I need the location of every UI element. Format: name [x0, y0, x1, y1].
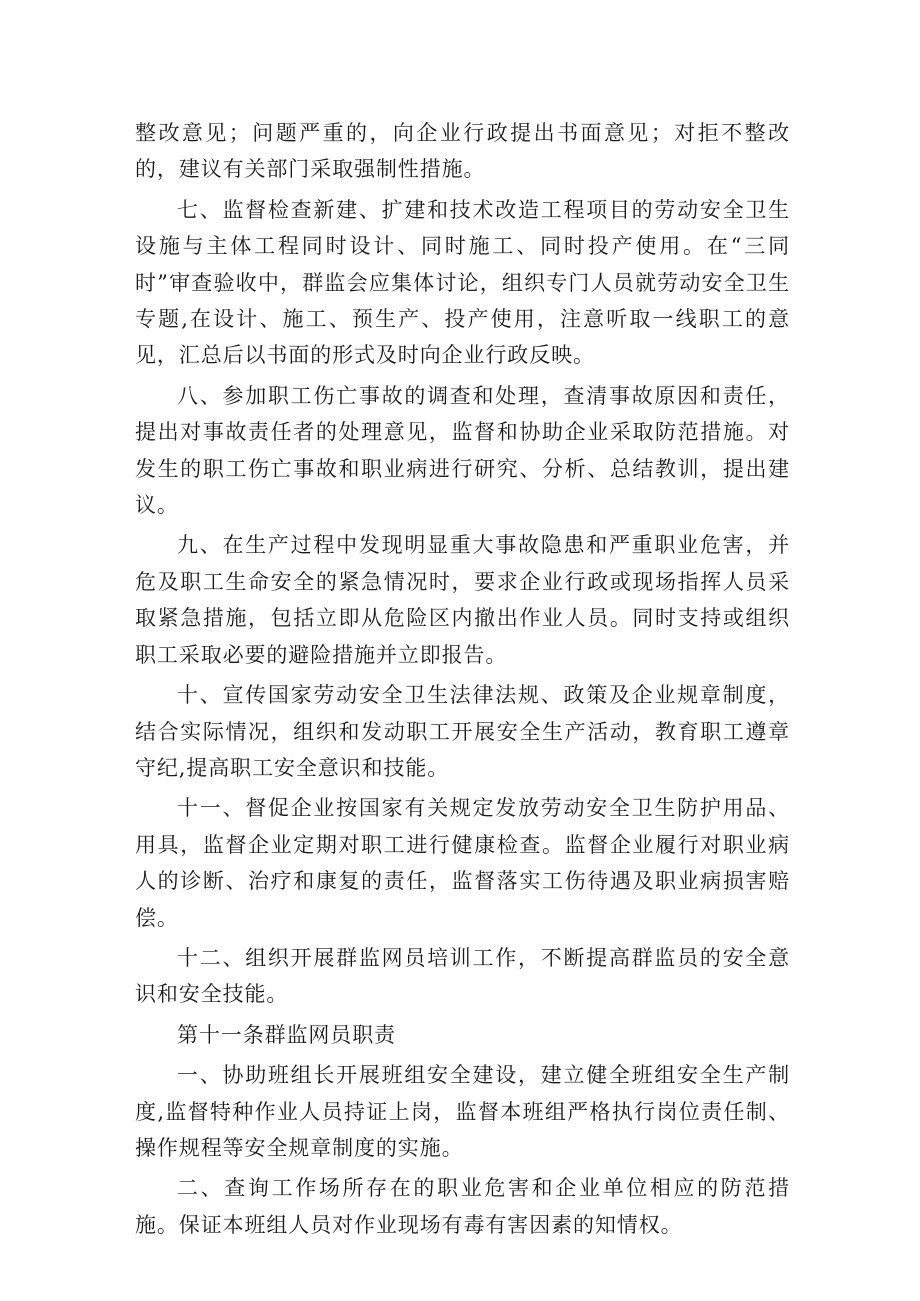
paragraph-duty-2: 二、查询工作场所存在的职业危害和企业单位相应的防范措施。保证本班组人员对作业现场有毒有害因素的知情权。 [135, 1176, 790, 1237]
paragraph-item-9: 九、在生产过程中发现明显重大事故隐患和严重职业危害，并危及职工生命安全的紧急情况时，要求企业行政或现场指挥人员采取紧急措施，包括立即从危险区内撤出作业人员。同时支持或组织职工采取必要的避险措施并立即报告。 [135, 533, 790, 667]
paragraph-item-10: 十、宣传国家劳动安全卫生法律法规、政策及企业规章制度，结合实际情况，组织和发动职工开展安全生产活动，教育职工遵章守纪,提高职工安全意识和技能。 [135, 683, 790, 780]
paragraph-item-11: 十一、督促企业按国家有关规定发放劳动安全卫生防护用品、用具，监督企业定期对职工进行健康检查。监督企业履行对职业病人的诊断、治疗和康复的责任，监督落实工伤待遇及职业病损害赔偿。 [135, 796, 790, 930]
paragraph-duty-1: 一、协助班组长开展班组安全建设，建立健全班组安全生产制度,监督特种作业人员持证上岗，监督本班组严格执行岗位责任制、操作规程等安全规章制度的实施。 [135, 1063, 790, 1160]
paragraph-item-12: 十二、组织开展群监网员培训工作，不断提高群监员的安全意识和安全技能。 [135, 945, 790, 1007]
document-body [135, 115, 790, 1243]
paragraph-item-7: 七、监督检查新建、扩建和技术改造工程项目的劳动安全卫生设施与主体工程同时设计、同时施工、同时投产使用。在“三同时”审查验收中，群监会应集体讨论，组织专门人员就劳动安全卫生专题,在设计、施工、预生产、投产使用，注意听取一线职工的意见，汇总后以书面的形式及时向企业行政反映。 [135, 197, 790, 368]
section-heading-article-11: 第十一条群监网员职责 [177, 1022, 396, 1047]
paragraph-item-8: 八、参加职工伤亡事故的调查和处理，查清事故原因和责任，提出对事故责任者的处理意见，监督和协助企业采取防范措施。对发生的职工伤亡事故和职业病进行研究、分析、总结教训，提出建议。 [135, 383, 790, 518]
paragraph-continuation: 整改意见；问题严重的，向企业行政提出书面意见；对拒不整改的，建议有关部门采取强制性措施。 [135, 121, 790, 182]
